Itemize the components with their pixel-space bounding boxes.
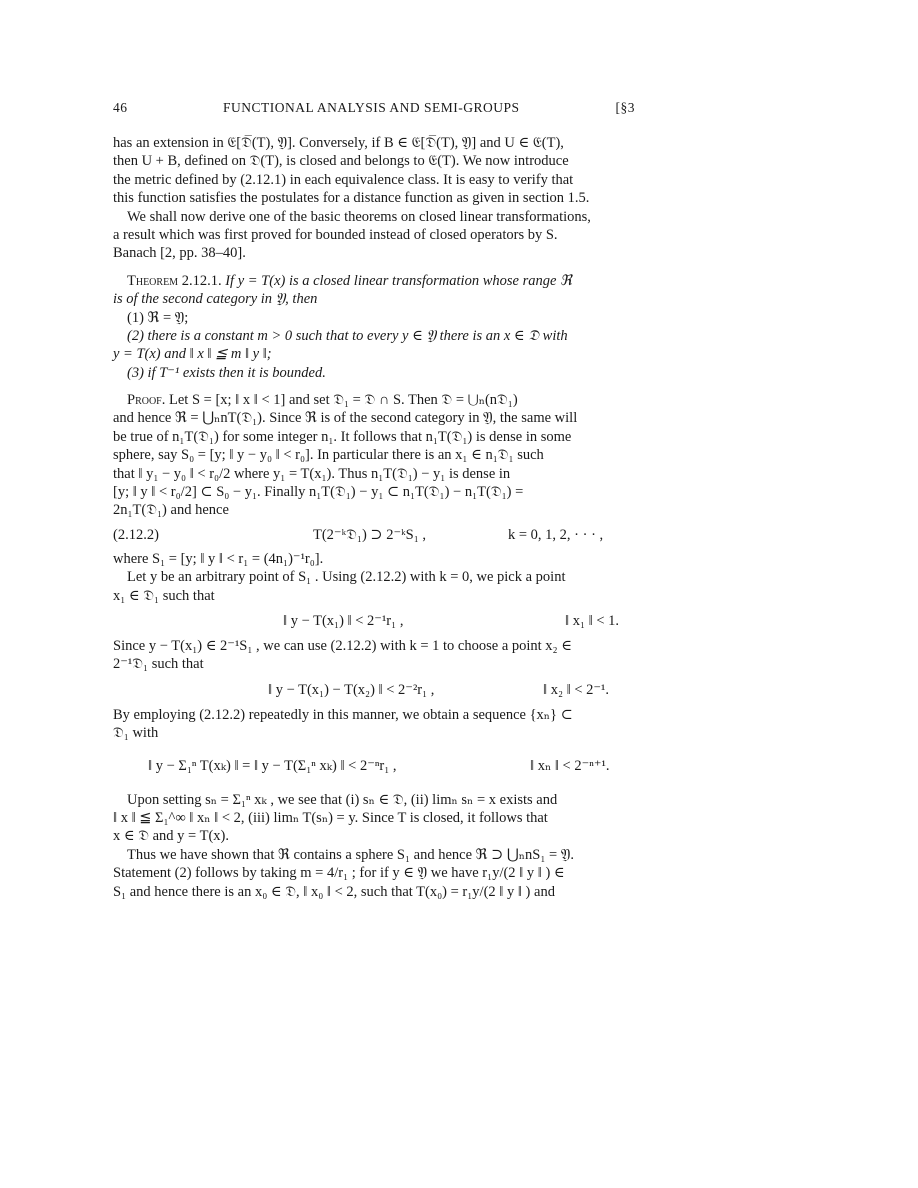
text-line: Thus we have shown that ℜ contains a sphere S₁ and hence ℜ ⊃ ⋃ₙnS₁ = 𝔜.: [127, 846, 574, 863]
text-line: 2⁻¹𝔇₁ such that: [113, 656, 204, 673]
text-line: 𝔇₁ with: [113, 725, 159, 742]
equation-condition: ‖ xₙ ‖ < 2⁻ⁿ⁺¹.: [530, 757, 610, 774]
text-line: By employing (2.12.2) repeatedly in this manner, we obtain a sequence {xₙ} ⊂: [113, 706, 573, 723]
theorem-item-2-cont: y = T(x) and ‖ x ‖ ≦ m ‖ y ‖;: [113, 346, 272, 363]
paragraph-after-eq: [113, 550, 635, 568]
text-line: x ∈ 𝔇 and y = T(x).: [113, 828, 229, 845]
proof-line: that ‖ y₁ − y₀ ‖ < r₀/2 where y₁ = T(x₁). Thus n₁T(𝔇₁) − y₁ is dense in: [113, 465, 511, 482]
equation-body: T(2⁻ᵏ𝔇₁) ⊃ 2⁻ᵏS₁ ,: [313, 526, 427, 543]
proof-line: 2n₁T(𝔇₁) and hence: [113, 502, 229, 519]
page-body: [113, 134, 635, 901]
section-marker: [§3: [615, 100, 635, 115]
proof-line: [113, 391, 635, 409]
text-line: Statement (2) follows by taking m = 4/r₁ ; for if y ∈ 𝔜 we have r₁y/(2 ‖ y ‖ ) ∈: [113, 865, 565, 882]
running-title: FUNCTIONAL ANALYSIS AND SEMI-GROUPS: [223, 100, 520, 115]
proof-line: be true of n₁T(𝔇₁) for some integer n₁. It follows that n₁T(𝔇₁) is dense in some: [113, 428, 572, 445]
equation-body: ‖ y − Σ₁ⁿ T(xₖ) ‖ = ‖ y − T(Σ₁ⁿ xₖ) ‖ < 2⁻ⁿr₁ ,: [148, 757, 397, 774]
equation-condition: k = 0, 1, 2, · · · ,: [508, 526, 604, 543]
equation-condition: ‖ x₁ ‖ < 1.: [565, 612, 619, 629]
text-line: a result which was first proved for bounded instead of closed operators by S.: [113, 226, 558, 243]
paragraph-5: [113, 706, 635, 743]
paragraph-3: [113, 568, 635, 605]
text-line: x₁ ∈ 𝔇₁ such that: [113, 587, 215, 604]
page-number: 46: [113, 100, 128, 115]
text-line: this function satisfies the postulates for a distance function as given in section 1.5.: [113, 190, 590, 207]
paragraph-4: [113, 637, 635, 674]
theorem-line: is of the second category in 𝔜, then: [113, 291, 318, 308]
equation-condition: ‖ x₂ ‖ < 2⁻¹.: [543, 681, 610, 698]
text-line: Let y be an arbitrary point of S₁ . Using (2.12.2) with k = 0, we pick a point: [127, 569, 566, 586]
equation-step-1: [113, 605, 635, 637]
equation-body: ‖ y − T(x₁) ‖ < 2⁻¹r₁ ,: [283, 612, 404, 629]
paragraph-7: [113, 846, 635, 901]
text-line: ‖ x ‖ ≦ Σ₁^∞ ‖ xₙ ‖ < 2, (iii) limₙ T(sₙ) = y. Since T is closed, it follows that: [113, 809, 548, 826]
theorem-item-3: (3) if T⁻¹ exists then it is bounded.: [127, 364, 326, 381]
theorem-2-12-1: [113, 272, 635, 382]
proof-label: Proof.: [127, 392, 166, 409]
equation-step-2: [113, 674, 635, 706]
running-header: [113, 100, 635, 118]
text-line: S₁ and hence there is an x₀ ∈ 𝔇, ‖ x₀ ‖ < 2, such that T(x₀) = r₁y/(2 ‖ y ‖ ) and: [113, 883, 555, 900]
equation-sequence: [113, 743, 635, 787]
theorem-text: If y = T(x) is a closed linear transformation whose range ℜ: [225, 272, 572, 289]
equation-2-12-2: [113, 520, 635, 550]
theorem-item-1: (1) ℜ = 𝔜;: [127, 309, 189, 326]
theorem-item-2: (2) there is a constant m > 0 such that to every y ∈ 𝔜 there is an x ∈ 𝔇 with: [127, 327, 568, 344]
text-line: the metric defined by (2.12.1) in each equivalence class. It is easy to verify that: [113, 171, 574, 188]
paragraph-1: [113, 134, 635, 208]
proof: [113, 391, 635, 520]
text-line: then U + B, defined on 𝔇(T), is closed and belongs to 𝔈(T). We now introduce: [113, 153, 569, 170]
theorem-line: [113, 272, 635, 290]
equation-number: (2.12.2): [113, 526, 159, 543]
theorem-label: Theorem 2.12.1.: [127, 272, 222, 289]
paragraph-2: [113, 208, 635, 263]
proof-line: sphere, say S₀ = [y; ‖ y − y₀ ‖ < r₀]. In particular there is an x₁ ∈ n₁𝔇₁ such: [113, 447, 544, 464]
text-line: Banach [2, pp. 38–40].: [113, 245, 246, 262]
equation-body: ‖ y − T(x₁) − T(x₂) ‖ < 2⁻²r₁ ,: [268, 681, 435, 698]
text-line: where S₁ = [y; ‖ y ‖ < r₁ = (4n₁)⁻¹r₀].: [113, 550, 324, 567]
text-line: We shall now derive one of the basic theorems on closed linear transformations,: [127, 208, 591, 225]
paragraph-6: [113, 791, 635, 846]
proof-line: and hence ℜ = ⋃ₙnT(𝔇₁). Since ℜ is of the second category in 𝔜, the same will: [113, 410, 578, 427]
text-line: Upon setting sₙ = Σ₁ⁿ xₖ , we see that (i) sₙ ∈ 𝔇, (ii) limₙ sₙ = x exists and: [127, 791, 558, 808]
proof-text: Let S = [x; ‖ x ‖ < 1] and set 𝔇₁ = 𝔇 ∩ S. Then 𝔇 = ⋃ₙ(n𝔇₁): [169, 392, 518, 409]
proof-line: [y; ‖ y ‖ < r₀/2] ⊂ S₀ − y₁. Finally n₁T(𝔇₁) − y₁ ⊂ n₁T(𝔇₁) − n₁T(𝔇₁) =: [113, 484, 524, 501]
text-line: has an extension in 𝔈[𝔇̅(T), 𝔜]. Conversely, if B ∈ 𝔈[𝔇̅(T), 𝔜] and U ∈ 𝔈(T),: [113, 135, 564, 151]
text-line: Since y − T(x₁) ∈ 2⁻¹S₁ , we can use (2.12.2) with k = 1 to choose a point x₂ ∈: [113, 637, 572, 654]
